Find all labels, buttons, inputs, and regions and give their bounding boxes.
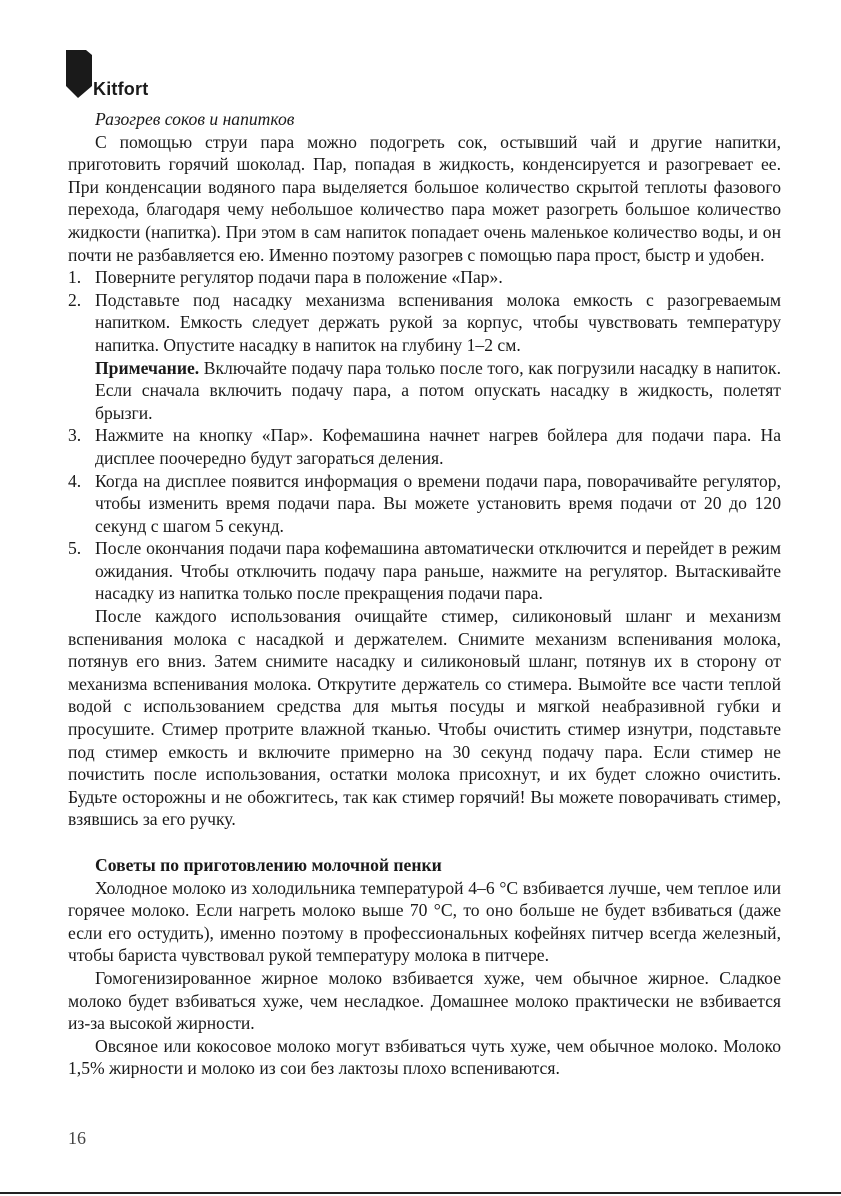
step-text: Поверните регулятор подачи пара в положение «Пар». [95, 267, 503, 288]
milk-tip-paragraph: Овсяное или кокосовое молоко могут взбиваться чуть хуже, чем обычное молоко. Молоко 1,5% жирности и молоко из сои без лактозы плохо вспениваются. [68, 1035, 781, 1079]
step-number: 3. [68, 425, 82, 446]
logo-mark-icon [66, 50, 92, 98]
kitfort-logo [66, 50, 176, 100]
list-item [68, 424, 781, 469]
section-title-milk-foam: Советы по приготовлению молочной пенки [95, 855, 442, 875]
intro-paragraph: С помощью струи пара можно подогреть сок, остывший чай и другие напитки, приготовить горячий шоколад. Пар, попадая в жидкость, конденсируется и разогревает ее. При конденсации водяного пара выделяется большое количество скрытой теплоты фазового перехода, благодаря чему небольшое количество пара может разогреть большое количество жидкости (напитка). При этом в сам напиток попадает очень маленькое количество воды, и он почти не разбавляется ею. Именно поэтому разогрев с помощью пара прост, быстр и удобен. [68, 131, 781, 265]
step-number: 1. [68, 267, 82, 288]
page-content [68, 108, 781, 1080]
brand-name: Kitfort [93, 79, 149, 99]
step-text: Когда на дисплее появится информация о времени подачи пара, поворачивайте регулятор, чтобы изменить время подачи пара. Вы можете установить время подачи от 20 до 120 секунд с шагом 5 секунд. [95, 470, 781, 536]
note-label: Примечание. [95, 357, 200, 378]
steps-list [68, 266, 781, 605]
step-number: 4. [68, 470, 82, 491]
list-item [68, 537, 781, 605]
step-number: 5. [68, 538, 82, 559]
note-text: Включайте подачу пара только после того, как погрузили насадку в напиток. Если сначала включить подачу пара, а потом опускать насадку в жидкость, полетят брызги. [95, 357, 781, 423]
milk-tip-paragraph: Холодное молоко из холодильника температурой 4–6 °C взбивается лучше, чем теплое или горячее молоко. Если нагреть молоко выше 70 °C, то оно больше не будет взбиваться (даже если его остудить), именно поэтому в профессиональных кофейнях питчер всегда железный, чтобы бариста чувствовал рукой температуру молока в питчере. [68, 877, 781, 966]
note [95, 357, 781, 425]
milk-tip-paragraph: Гомогенизированное жирное молоко взбивается хуже, чем обычное жирное. Сладкое молоко будет взбиваться хуже, чем несладкое. Домашнее молоко практически не взбивается из-за высокой жирности. [68, 967, 781, 1034]
list-item [68, 266, 781, 289]
section-title-heating: Разогрев соков и напитков [95, 109, 295, 129]
step-text: Нажмите на кнопку «Пар». Кофемашина начнет нагрев бойлера для подачи пара. На дисплее поочередно будут загораться деления. [95, 425, 781, 468]
step-text: После окончания подачи пара кофемашина автоматически отключится и перейдет в режим ожидания. Чтобы отключить подачу пара раньше, нажмите на регулятор. Вытаскивайте насадку из напитка только после прекращения подачи пара. [95, 538, 781, 604]
bottom-divider [0, 1192, 841, 1194]
list-item [68, 470, 781, 538]
step-text: Подставьте под насадку механизма вспенивания молока емкость с разогреваемым напитком. Емкость следует держать рукой за корпус, чтобы чувствовать температуру напитка. Опустите насадку в напиток на глубину 1–2 см. [95, 289, 781, 355]
page-number: 16 [68, 1128, 86, 1148]
step-number: 2. [68, 289, 82, 310]
cleaning-paragraph: После каждого использования очищайте стимер, силиконовый шланг и механизм вспенивания молока с насадкой и держателем. Снимите механизм вспенивания молока, потянув его вниз. Затем снимите насадку и силиконовый шланг, потянув их в сторону от механизма вспенивания молока. Открутите держатель со стимера. Вымойте все части теплой водой с использованием средства для мытья посуды и мягкой неабразивной губки и просушите. Стимер протрите влажной тканью. Чтобы очистить стимер изнутри, подставьте под стимер емкость и включите примерно на 30 секунд подачу пара. Если стимер не почистить после использования, остатки молока присохнут, и их будет сложно очистить. Будьте осторожны и не обожгитесь, так как стимер горячий! Вы можете поворачивать стимер, взявшись за его ручку. [68, 606, 781, 830]
list-item [68, 289, 781, 425]
